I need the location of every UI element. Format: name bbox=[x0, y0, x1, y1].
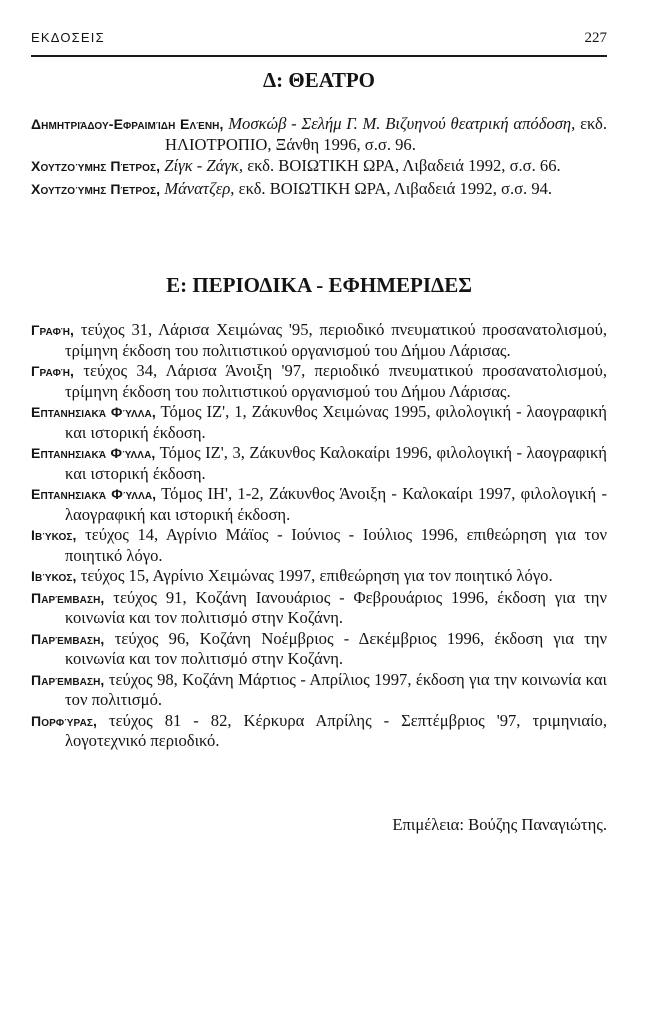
entry-details: τεύχος 34, Λάρισα Άνοιξη '97, περιοδικό πνευματικού προσανατολισμού, τρίμηνη έκδοση του πολιτιστικού οργανισμού του Δήμου Λάρισας. bbox=[65, 361, 607, 401]
periodical-name: Παρέμβαση, bbox=[31, 589, 105, 606]
periodical-name: Επτανησιακά Φύλλα, bbox=[31, 445, 156, 461]
entry-work: Ζίγκ - Ζάγκ, bbox=[164, 156, 244, 175]
entry-details: εκδ. ΒΟΙΩΤΙΚΗ ΩΡΑ, Λιβαδειά 1992, σ.σ. 66. bbox=[247, 156, 561, 175]
entry-work: Μοσκώβ - Σελήμ Γ. Μ. Βιζυηνού θεατρική απόδοση, bbox=[228, 114, 576, 133]
entry-details: τεύχος 91, Κοζάνη Ιανουάριος - Φεβρουάριος 1996, έκδοση για την κοινωνία και τον πολιτισμό στην Κοζάνη. bbox=[65, 587, 607, 627]
section-title-periodicals: Ε: ΠΕΡΙΟΔΙΚΑ - ΕΦΗΜΕΡΙΔΕΣ bbox=[166, 273, 472, 297]
entry-author: Χουτζούμης Πέτρος, bbox=[31, 180, 161, 197]
entry-author: Χουτζούμης Πέτρος, bbox=[31, 158, 161, 174]
list-item bbox=[31, 320, 607, 360]
periodical-name: Ιβύκος, bbox=[31, 527, 77, 543]
entry-work: Μάνατζερ, bbox=[164, 178, 235, 198]
entry-details: Τόμος ΙΖ', 1, Ζάκυνθος Χειμώνας 1995, φιλολογική - λαογραφική και ιστορική έκδοση. bbox=[65, 402, 607, 442]
entry-details: εκδ. ΗΛΙΟΤΡΟΠΙΟ, Ξάνθη 1996, σ.σ. 96. bbox=[165, 114, 607, 154]
periodical-name: Επτανησιακά Φύλλα, bbox=[31, 404, 156, 420]
periodical-name: Ιβύκος, bbox=[31, 568, 77, 584]
list-item bbox=[31, 566, 607, 587]
entry-details: τεύχος 14, Αγρίνιο Μάϊος - Ιούνιος - Ιούλιος 1996, επιθεώρηση για τον ποιητικό λόγο. bbox=[65, 525, 607, 565]
header-rule bbox=[31, 55, 607, 57]
periodical-name: Πορφύρας, bbox=[31, 712, 97, 729]
list-item bbox=[31, 361, 607, 401]
page-header bbox=[31, 29, 607, 47]
page-number: 227 bbox=[584, 30, 607, 46]
entry-details: Τόμος ΙΖ', 3, Ζάκυνθος Καλοκαίρι 1996, φιλολογική - λαογραφική και ιστορική έκδοση. bbox=[65, 443, 607, 483]
periodical-name: Παρέμβαση, bbox=[31, 671, 105, 688]
periodical-name: Επτανησιακά Φύλλα, bbox=[31, 486, 157, 502]
list-item bbox=[31, 525, 607, 565]
list-item bbox=[31, 484, 607, 524]
running-head: ΕΚΔΟΣΕΙΣ bbox=[31, 30, 105, 45]
section-title-theatre: Δ: ΘΕΑΤΡΟ bbox=[262, 68, 376, 92]
entry-details: τεύχος 31, Λάρισα Χειμώνας '95, περιοδικό πνευματικού προσανατολισμού, τρίμηνη έκδοση του πολιτιστικού οργανισμού του Δήμου Λάρισας. bbox=[65, 320, 607, 360]
entry-details: τεύχος 98, Κοζάνη Μάρτιος - Απρίλιος 1997, έκδοση για την κοινωνία και τον πολιτισμό. bbox=[65, 669, 607, 709]
editor-signature: Επιμέλεια: Βούζης Παναγιώτης. bbox=[392, 815, 607, 834]
periodicals-list bbox=[31, 320, 607, 752]
entry-details: εκδ. ΒΟΙΩΤΙΚΗ ΩΡΑ, Λιβαδειά 1992, σ.σ. 94. bbox=[238, 178, 553, 198]
list-item bbox=[31, 179, 607, 200]
list-item bbox=[31, 114, 607, 154]
list-item bbox=[31, 629, 607, 669]
list-item bbox=[31, 443, 607, 483]
entry-details: τεύχος 15, Αγρίνιο Χειμώνας 1997, επιθεώρηση για τον ποιητικό λόγο. bbox=[80, 566, 553, 585]
list-item bbox=[31, 711, 607, 751]
entry-details: τεύχος 96, Κοζάνη Νοέμβριος - Δεκέμβριος 1996, έκδοση για την κοινωνία και τον πολιτισμό στην Κοζάνη. bbox=[65, 628, 607, 668]
entry-details: τεύχος 81 - 82, Κέρκυρα Απρίλης - Σεπτέμβριος '97, τριμηνιαίο, λογοτεχνικό περιοδικό. bbox=[65, 710, 608, 750]
periodical-name: Γραφή, bbox=[31, 363, 75, 379]
theatre-list bbox=[31, 114, 607, 201]
periodical-name: Παρέμβαση, bbox=[31, 630, 105, 647]
list-item bbox=[31, 588, 607, 628]
list-item bbox=[31, 670, 607, 710]
entry-author: Δημητριάδου-Εφραιμίδη Ελένη, bbox=[31, 116, 224, 132]
list-item bbox=[31, 402, 607, 442]
entry-details: Τόμος ΙΗ', 1-2, Ζάκυνθος Άνοιξη - Καλοκαίρι 1997, φιλολογική - λαογραφική και ιστορική έκδοση. bbox=[65, 484, 607, 524]
periodical-name: Γραφή, bbox=[31, 322, 75, 338]
list-item bbox=[31, 156, 607, 177]
